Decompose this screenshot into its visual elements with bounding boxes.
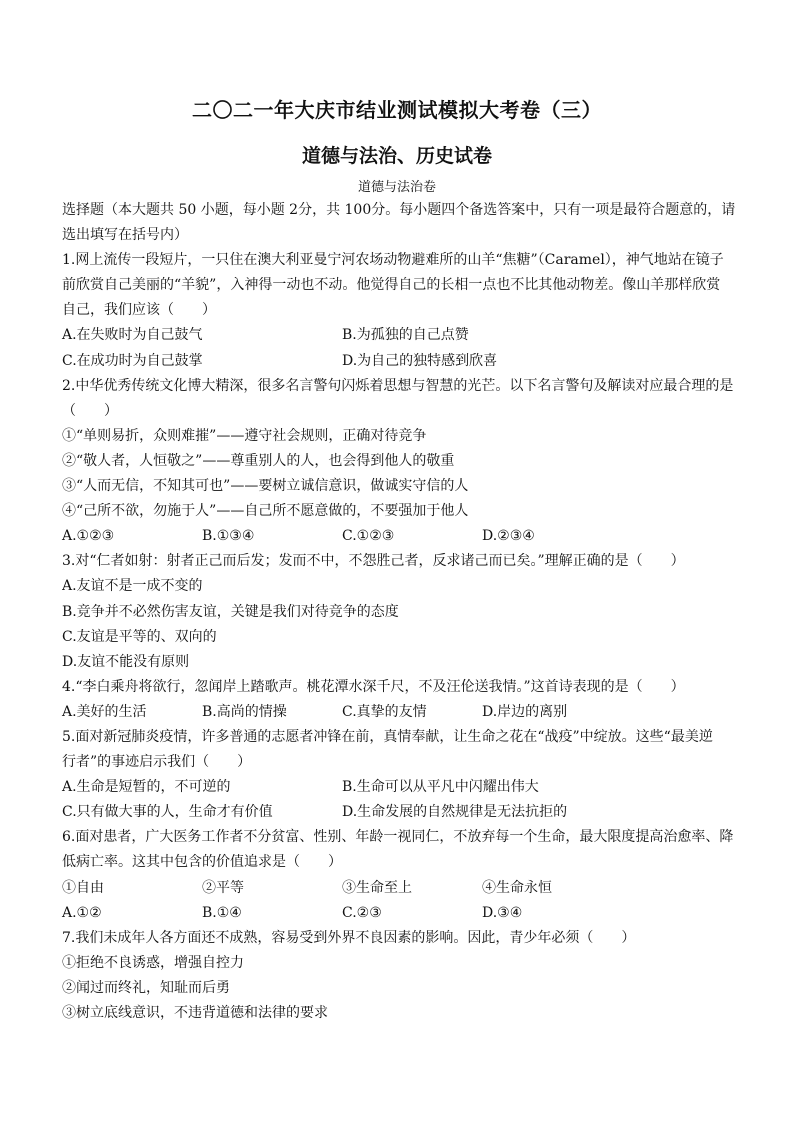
option-b: B.为孤独的自己点赞 [342,327,469,344]
option-row [62,524,740,549]
option-d: D.③④ [482,904,523,921]
option-b: B.高尚的情操 [202,703,287,720]
question-stem: 7.我们未成年人各方面还不成熟，容易受到外界不良因素的影响。因此，青少年必须（ ） [62,929,636,946]
option-row [62,323,740,348]
question-7 [62,926,740,1026]
option-d: D.岸边的离别 [482,703,568,720]
option-d: D.为自己的独特感到欣喜 [342,352,498,369]
question-5 [62,725,740,825]
question-stem: 6.面对患者，广大医务工作者不分贫富、性别、年龄一视同仁，不放弃每一个生命，最大限度提高治愈率、降 [62,829,734,846]
option-c: C.②③ [342,904,382,921]
question-stem: 低病亡率。这其中包含的价值追求是（ ） [62,854,342,871]
option-c: C.真挚的友情 [342,703,427,720]
option-c: C.①②③ [342,528,395,545]
option-c: C.只有做大事的人，生命才有价值 [62,804,273,821]
instructions-line: 选择题（本大题共 50 小题，每小题 2分，共 100分。每小题四个备选答案中，只有一项是最符合题意的，请 [62,202,736,218]
option-d: D.生命发展的自然规律是无法抗拒的 [342,804,568,821]
option-c: C.友谊是平等的、双向的 [62,628,217,645]
option-a: A.友谊不是一成不变的 [62,578,203,595]
question-stem: 4.“李白乘舟将欲行，忽闻岸上踏歌声。桃花潭水深千尺，不及汪伦送我情。”这首诗表现的是（ ） [62,678,685,695]
question-stem: 1.网上流传一段短片，一只住在澳大利亚曼宁河农场动物避难所的山羊“焦糖”（Caramel），神气地站在镜子 [62,252,724,269]
exam-title: 二〇二一年大庆市结业测试模拟大考卷（三） [192,98,602,122]
option-c: C.在成功时为自己鼓掌 [62,352,203,369]
section-title: 道德与法治卷 [357,180,436,195]
question-1 [62,248,740,373]
option-b: B.①④ [202,904,242,921]
question-body [62,198,740,1026]
option-a: A.美好的生活 [62,703,147,720]
statement: ③“人而无信，不知其可也”——要树立诚信意识，做诚实守信的人 [62,478,469,495]
option-d: D.②③④ [482,528,535,545]
statement: ④“己所不欲，勿施于人”——自己所不愿意做的，不要强加于他人 [62,503,469,520]
question-6 [62,825,740,925]
exam-subject: 道德与法治、历史试卷 [301,145,492,167]
question-2 [62,374,740,550]
statement: ③生命至上 [342,879,412,896]
option-b: B.①③④ [202,528,255,545]
question-3 [62,549,740,674]
option-row [62,349,740,374]
option-a: A.①②③ [62,528,115,545]
statement: ③树立底线意识，不违背道德和法律的要求 [62,1005,328,1021]
instructions-line: 选出填写在括号内） [62,227,188,244]
statement-row [62,876,740,901]
question-stem: 行者”的事迹启示我们（ ） [62,754,252,771]
statement: ①“单则易折，众则难摧”——遵守社会规则，正确对待竞争 [62,427,427,444]
option-row [62,775,740,800]
option-row [62,800,740,825]
question-4 [62,675,740,725]
option-b: B.生命可以从平凡中闪耀出伟大 [342,779,539,796]
statement: ②平等 [202,879,244,896]
statement: ①拒绝不良诱惑，增强自控力 [62,954,244,971]
question-stem: 自己，我们应该（ ） [62,302,216,319]
question-stem: 前欣赏自己美丽的“羊貌”，入神得一动也不动。他觉得自己的长相一点也不比其他动物差。像山羊那样欣赏 [62,277,721,294]
option-b: B.竞争并不必然伤害友谊，关键是我们对待竞争的态度 [62,603,399,620]
question-stem: 5.面对新冠肺炎疫情，许多普通的志愿者冲锋在前，真情奉献，让生命之花在“战疫”中绽放。这些“最美逆 [62,728,713,745]
option-d: D.友谊不能没有原则 [62,653,190,670]
option-row [62,700,740,725]
question-stem: 3.对“仁者如射：射者正己而后发；发而不中，不怨胜己者，反求诸己而已矣。”理解正确的是（ ） [62,553,685,570]
option-a: A.在失败时为自己鼓气 [62,327,203,344]
option-a: A.①② [62,904,102,921]
statement: ②闻过而终礼，知耻而后勇 [62,979,230,996]
option-row [62,901,740,926]
statement: ①自由 [62,879,104,896]
statement: ②“敬人者，人恒敬之”——尊重别人的人，也会得到他人的敬重 [62,452,455,469]
statement: ④生命永恒 [482,879,552,896]
question-stem: 2.中华优秀传统文化博大精深，很多名言警句闪烁着思想与智慧的光芒。以下名言警句及解读对应最合理的是 [62,377,734,394]
option-a: A.生命是短暂的，不可逆的 [62,779,231,796]
question-stem: （ ） [62,402,118,419]
